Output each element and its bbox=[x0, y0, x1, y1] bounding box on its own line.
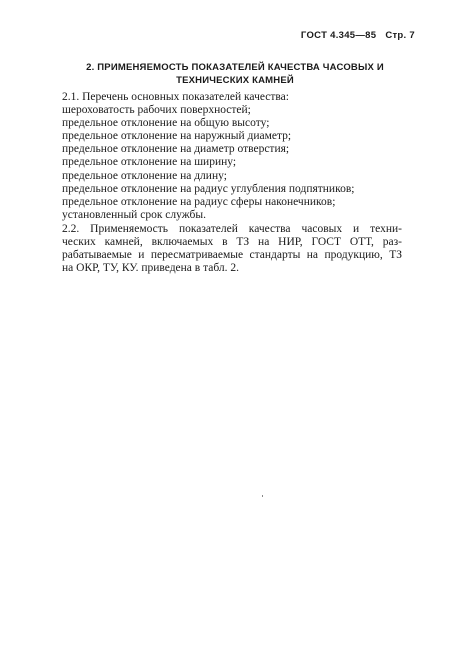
section-title-line: ТЕХНИЧЕСКИХ КАМНЕЙ bbox=[176, 75, 294, 86]
paragraph-2-2 bbox=[62, 223, 402, 275]
list-item: предельное отклонение на наружный диаметр; bbox=[62, 130, 292, 143]
paragraph-line: на ОКР, ТУ, КУ. приведена в табл. 2. bbox=[62, 262, 240, 275]
section-title bbox=[70, 61, 400, 87]
list-item: установленный срок службы. bbox=[62, 208, 206, 221]
section-title-line: 2. ПРИМЕНЯЕМОСТЬ ПОКАЗАТЕЛЕЙ КАЧЕСТВА ЧАСОВЫХ И bbox=[86, 62, 384, 73]
list-item: предельное отклонение на общую высоту; bbox=[62, 117, 270, 130]
page-number: Стр. 7 bbox=[385, 30, 415, 41]
list-item: шероховатость рабочих поверхностей; bbox=[62, 104, 251, 117]
paragraph-line: 2.2. Применяемость показателей качества часовых и техни- bbox=[62, 222, 402, 235]
list-item: предельное отклонение на ширину; bbox=[62, 156, 237, 169]
paragraph-2-1-intro: 2.1. Перечень основных показателей качества: bbox=[62, 91, 289, 103]
list-item: предельное отклонение на радиус углубления подпятников; bbox=[62, 182, 355, 195]
paragraph-line: ческих камней, включаемых в ТЗ на НИР, ГОСТ ОТТ, раз- bbox=[62, 236, 402, 249]
scan-speck bbox=[262, 495, 263, 497]
list-item: предельное отклонение на диаметр отверстия; bbox=[62, 143, 290, 156]
page-header bbox=[295, 30, 415, 41]
list-item: предельное отклонение на радиус сферы наконечников; bbox=[62, 195, 336, 208]
standard-number: ГОСТ 4.345—85 bbox=[300, 30, 377, 41]
paragraph-line: рабатываемые и пересматриваемые стандарты на продукцию, ТЗ bbox=[62, 249, 402, 262]
document-body bbox=[62, 91, 402, 275]
list-item: предельное отклонение на длину; bbox=[62, 169, 227, 182]
